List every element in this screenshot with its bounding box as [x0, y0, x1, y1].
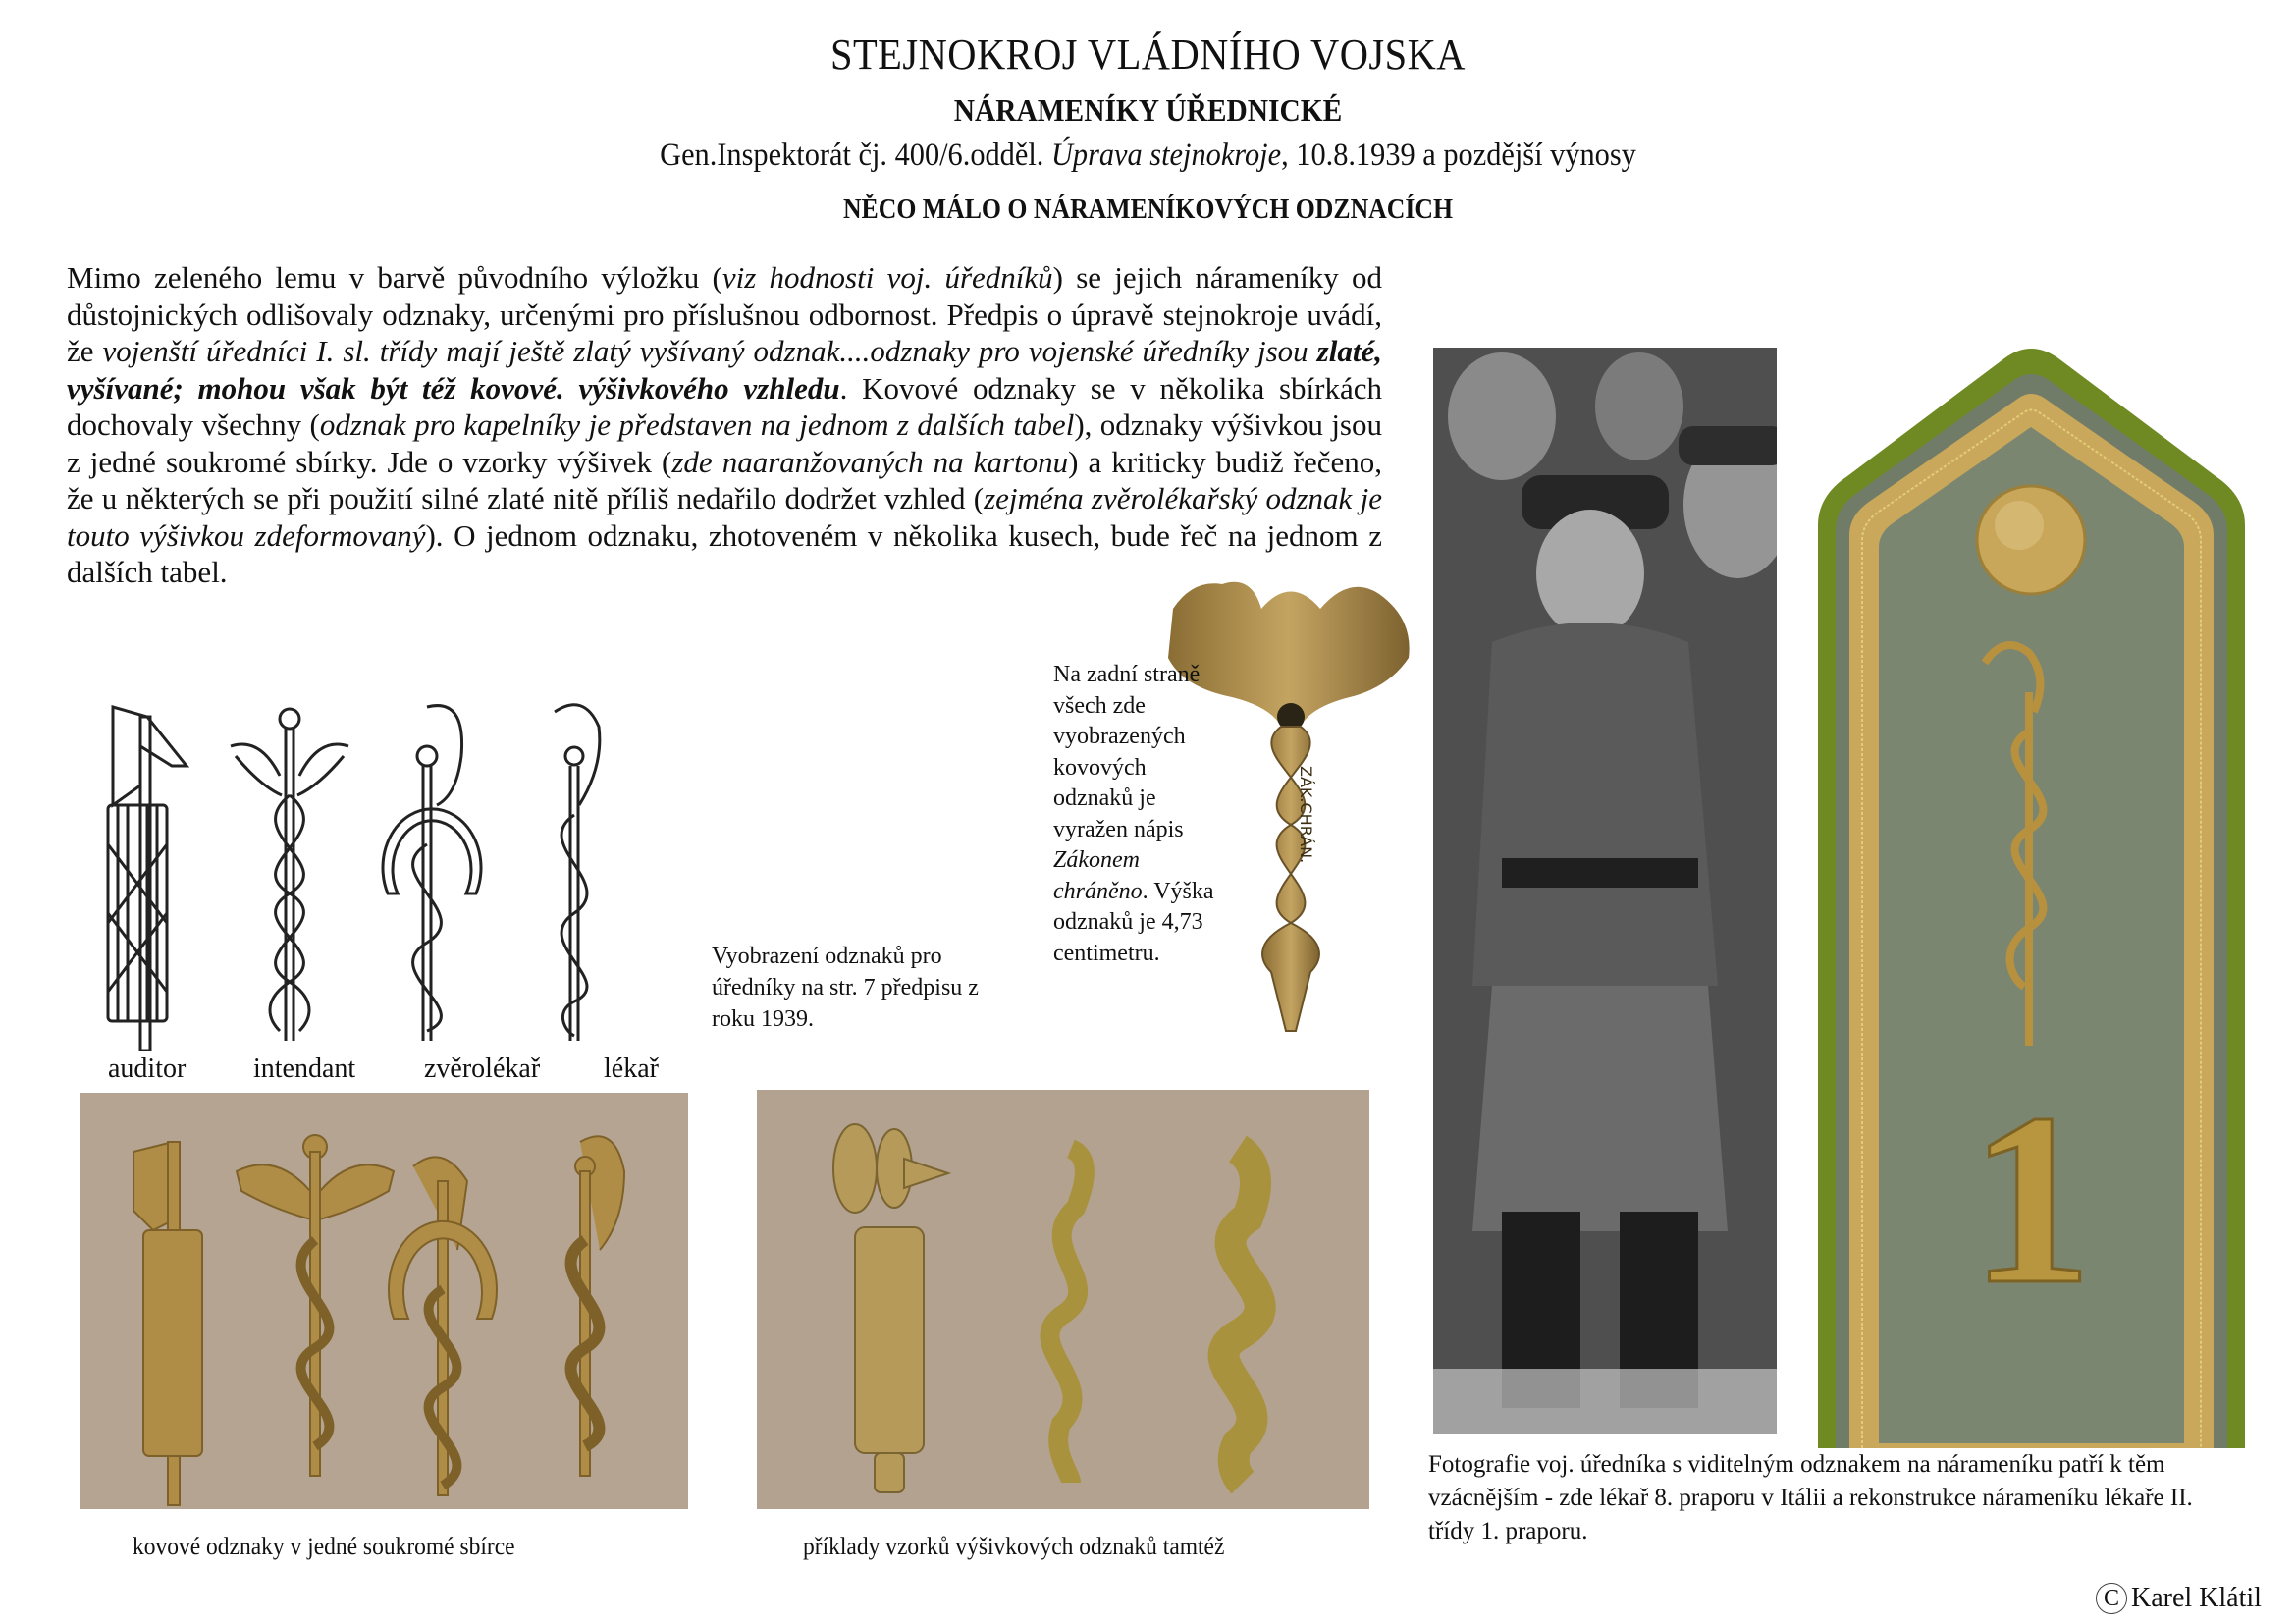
text-run: ). O jednom odznaku, zhotoveném v několika kusech, bude řeč na jednom z dalších tabel.: [67, 517, 1382, 589]
text-run-italic: odznak pro kapelníky je představen na jednom z dalších tabel: [319, 407, 1075, 442]
page-subtitle: NÁRAMENÍKY ÚŘEDNICKÉ: [953, 92, 1343, 128]
regulation-reference: [92, 137, 2205, 174]
drawing-label-physician: lékař: [604, 1054, 659, 1084]
text-run: ), odznaky výšivkou jsou z jedné soukromé sbírky. Jde o vzorky výšivek (: [67, 407, 1382, 479]
intendant-caduceus-drawing: [221, 697, 358, 1051]
text-run: Mimo zeleného lemu v barvě původního výložku (: [67, 260, 722, 295]
body-paragraph: [67, 259, 1382, 591]
veterinarian-badge-drawing: [368, 697, 506, 1051]
physician-badge-drawing: [525, 697, 633, 1051]
embroidered-badges-caption: příklady vzorků výšivkových odznaků tamtéž: [803, 1534, 1225, 1560]
metal-badges-caption: kovové odznaky v jedné soukromé sbírce: [133, 1534, 515, 1560]
photo-caption: Fotografie voj. úředníka s viditelným odznakem na nárameníku patří k těm vzácnějším - zde lékař 8. praporu v Itálii a rekonstrukce nárameníku lékaře II. třídy 1. praporu.: [1428, 1451, 2193, 1544]
regulation-suffix: , 10.8.1939 a pozdější výnosy: [1281, 137, 1636, 173]
paragraph: [67, 259, 1382, 591]
text-run-italic: viz hodnosti voj. úředníků: [721, 260, 1053, 295]
auditor-fasces-drawing: [93, 697, 201, 1051]
badge-inscription: ZÁK.CHRÁN.: [1297, 766, 1315, 864]
text-run: Na zadní straně všech zde vyobrazených kovových odznaků je vyražen nápis: [1053, 662, 1201, 842]
copyright-icon: C: [2096, 1583, 2127, 1614]
text-run-bold-italic: zlaté, vyšívané; mohou však být též kovové. výšivkového vzhledu: [67, 334, 1382, 406]
regulation-title: Úprava stejnokroje: [1050, 137, 1282, 173]
text-run: ) a kriticky budiž řečeno, že u některých se při použití silné zlaté nitě příliš nedařilo dodržet vzhled (: [67, 444, 1382, 515]
embroidered-badges-illustration: [757, 1090, 1369, 1509]
copyright-notice: [2096, 1583, 2262, 1614]
text-run-italic: vojenští úředníci I. sl. třídy mají ještě zlatý vyšívaný odznak....odznaky pro vojenské úředníky jsou: [102, 334, 1317, 368]
text-run-italic: Zákonem chráněno: [1053, 847, 1143, 904]
text-run-italic: zde naaranžovaných na kartonu: [671, 444, 1069, 479]
text-run: ) se jejich nárameníky od důstojnických odlišovaly odznaky, určenými pro příslušnou odbornost. Předpis o úpravě stejnokroje uvádí, že: [67, 260, 1382, 368]
drawing-label-veterinarian: zvěrolékař: [424, 1054, 541, 1084]
historical-photo: [1433, 348, 1777, 1434]
battalion-number: 1: [1969, 1063, 2093, 1335]
embroidered-badges-photo: [757, 1090, 1369, 1509]
text-run: . Kovové odznaky se v několika sbírkách dochovaly všechny (: [67, 370, 1382, 442]
section-title: NĚCO MÁLO O NÁRAMENÍKOVÝCH ODZNACÍCH: [842, 194, 1454, 225]
regulation-drawings: [93, 687, 682, 1051]
shoulder-board-reconstruction: [1808, 339, 2255, 1448]
drawings-caption: Vyobrazení odznaků pro úředníky na str. 7 předpisu z roku 1939.: [712, 944, 979, 1032]
drawing-label-intendant: intendant: [253, 1054, 356, 1084]
officers-photo-illustration: [1433, 348, 1777, 1434]
regulation-prefix: Gen.Inspektorát čj. 400/6.odděl.: [660, 137, 1051, 173]
page-title: STEJNOKROJ VLÁDNÍHO VOJSKA: [830, 30, 1466, 79]
badge-back-caption: [1053, 660, 1220, 969]
text-run: . Výška odznaků je 4,73 centimetru.: [1053, 878, 1214, 966]
drawing-label-auditor: auditor: [108, 1054, 187, 1084]
metal-badges-illustration: [80, 1093, 688, 1509]
metal-badges-photo: [80, 1093, 688, 1509]
text-run-italic: zejména zvěrolékařský odznak je touto výšivkou zdeformovaný: [67, 481, 1382, 553]
author-name: Karel Klátil: [2131, 1583, 2262, 1613]
